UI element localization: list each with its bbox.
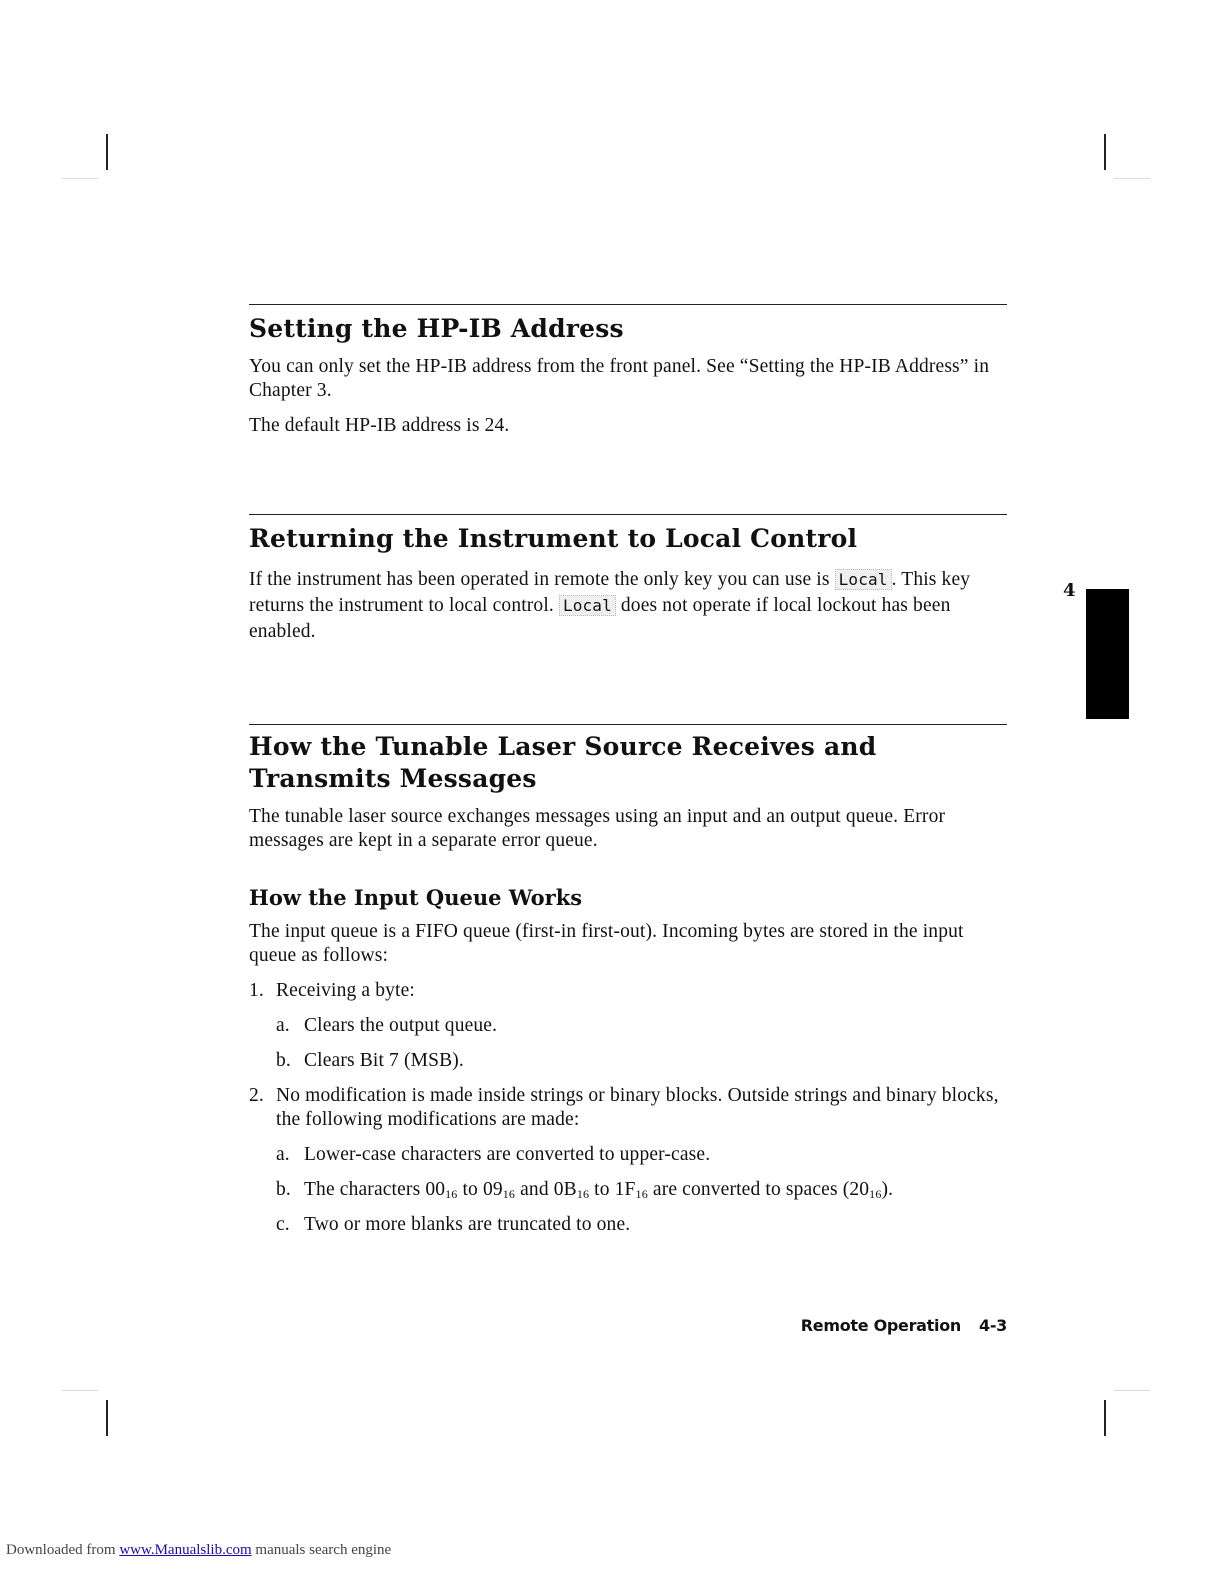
section-rule [249,514,1007,515]
crop-mark [106,1400,108,1436]
section-title-local-control: Returning the Instrument to Local Control [249,524,858,553]
section-rule [249,304,1007,305]
section-title-messages: How the Tunable Laser Source Receives and Transmits Messages [249,732,877,793]
crop-mark [1104,1400,1106,1436]
crop-mark [1114,178,1150,179]
list-item: 1. Receiving a byte: [249,980,416,1001]
paragraph: You can only set the HP-IB address from the front panel. See “Setting the HP-IB Address” in Chapter 3. [249,356,990,401]
crop-mark [1114,1390,1150,1391]
local-key: Local [835,569,892,590]
crop-mark [1104,134,1106,170]
list-item: 2. No modification is made inside strings or binary blocks. Outside strings and binary blocks, the following modifications are made: [249,1085,999,1130]
paragraph: If the instrument has been operated in remote the only key you can use is Local . This key returns the instrument to local control. Local does not operate if local lockout has been enabled. [249,569,971,642]
list-item: b. Clears Bit 7 (MSB). [276,1050,464,1071]
chapter-tab-marker [1086,589,1129,719]
section-title-hpib-address: Setting the HP-IB Address [249,314,624,343]
paragraph: The default HP-IB address is 24. [249,415,510,436]
list-item: a. Lower-case characters are converted to upper-case. [276,1144,711,1165]
download-notice: Downloaded from www.Manualslib.com manuals search engine [6,1542,392,1558]
page-footer [801,1316,1007,1335]
crop-mark [62,178,98,179]
local-key: Local [559,595,616,616]
manualslib-link[interactable]: www.Manualslib.com [119,1542,252,1558]
crop-mark [62,1390,98,1391]
page-number: 4-3 [978,1316,1007,1335]
footer-section: Remote Operation [800,1316,961,1335]
paragraph: The tunable laser source exchanges messages using an input and an output queue. Error messages are kept in a separate error queue. [249,806,946,851]
list-item: a. Clears the output queue. [276,1015,498,1036]
list-item: c. Two or more blanks are truncated to one. [276,1214,631,1235]
chapter-tab-number: 4 [1063,580,1076,601]
paragraph: The input queue is a FIFO queue (first-in first-out). Incoming bytes are stored in the input queue as follows: [249,921,964,966]
page-content [249,304,1007,1248]
list-item: b. The characters $00_{16}$ to $09_{16}$ and $0B_{16}$ to $1F_{16}$ are converted to spaces $(20_{16})$. [276,1179,894,1201]
section-rule [249,724,1007,725]
subsection-title-input-queue: How the Input Queue Works [249,885,583,910]
crop-mark [106,134,108,170]
